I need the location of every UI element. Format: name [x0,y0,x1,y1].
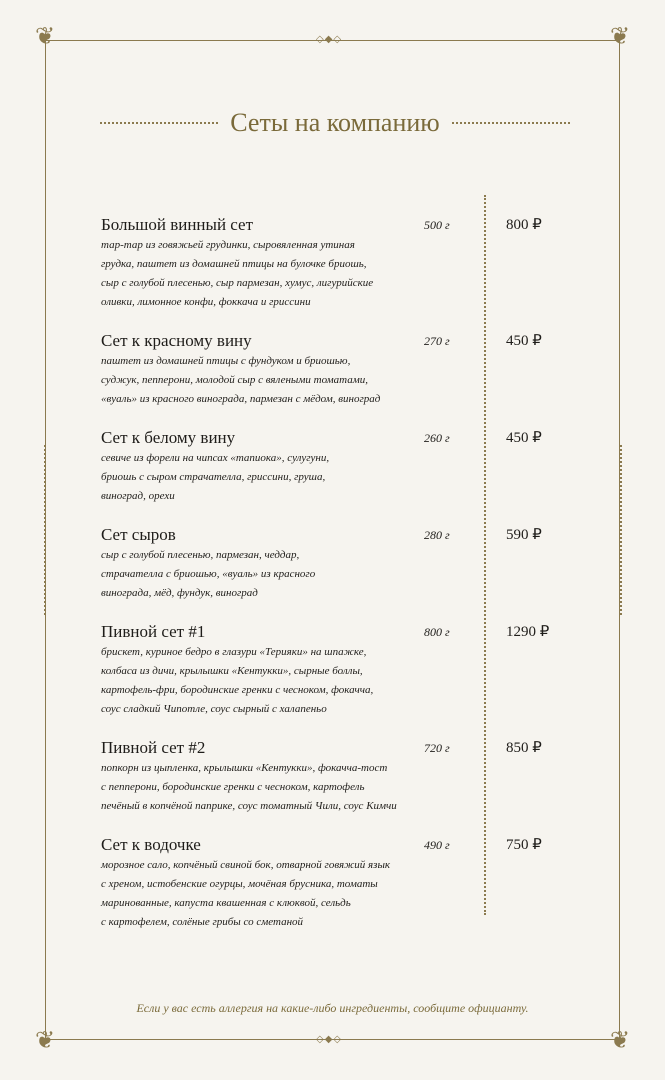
menu-item [101,834,561,932]
item-name: Большой винный сет [101,215,254,234]
item-description [101,856,471,932]
description-line: суджук, пепперони, молодой сыр с вялеными томатами, [101,374,369,386]
title-dots-right [452,122,570,124]
item-description [101,449,471,506]
item-name: Сет сыров [101,525,176,544]
item-weight: 720 г [424,741,450,755]
description-line: паштет из домашней птицы с фундуком и бриошью, [101,355,351,367]
top-ornament-icon: ◇◆◇ [316,34,343,45]
description-line: винограда, мёд, фундук, виноград [101,587,258,599]
side-ornament-left [44,445,56,615]
item-name: Сет к белому вину [101,428,236,447]
bottom-ornament-icon: ◇◆◇ [316,1034,343,1045]
item-weight: 490 г [424,838,450,852]
description-line: грудка, паштет из домашней птицы на булочке бриошь, [101,258,367,270]
description-line: с пепперони, бородинские гренки с чесноком, картофель [101,781,365,793]
description-line: колбаса из дичи, крылышки «Кентукки», сырные боллы, [101,665,363,677]
item-name: Сет к красному вину [101,331,252,350]
item-weight: 280 г [424,528,450,542]
item-price: 450 ₽ [506,333,542,349]
description-line: оливки, лимонное конфи, фоккача и гриссини [101,296,311,308]
description-line: морозное сало, копчёный свиной бок, отварной говяжий язык [101,859,391,871]
item-price: 750 ₽ [506,837,542,853]
menu-item [101,524,561,603]
allergy-note: Если у вас есть аллергия на какие-либо ингредиенты, сообщите официанту. [136,1001,529,1015]
description-line: страчателла с бриошью, «вуаль» из красного [101,568,316,580]
corner-ornament-icon: ❦ [34,24,56,50]
menu-item [101,427,561,506]
menu-item [101,214,561,312]
item-weight: 260 г [424,431,450,445]
item-description [101,759,471,816]
description-line: соус сладкий Чипотле, соус сырный с халапеньо [101,703,327,715]
description-line: попкорн из цыпленка, крылышки «Кентукки», фокачча-тост [101,762,388,774]
menu-items [101,214,561,950]
item-name: Пивной сет #1 [101,622,206,641]
description-line: с хреном, истобенские огурцы, мочёная брусника, томаты [101,878,378,890]
item-description [101,643,471,719]
description-line: картофель-фри, бородинские гренки с чесноком, фокачча, [101,684,374,696]
item-name: Сет к водочке [101,835,201,854]
item-weight: 500 г [424,218,450,232]
page-header [100,108,570,138]
description-line: «вуаль» из красного винограда, пармезан с мёдом, виноград [101,393,381,405]
description-line: сыр с голубой плесенью, сыр пармезан, хумус, лигурийские [101,277,374,289]
page-title: Сеты на компанию [230,108,440,137]
side-ornament-right [620,445,632,615]
corner-ornament-icon: ❦ [609,24,631,50]
item-weight: 800 г [424,625,450,639]
description-line: бриошь с сыром страчателла, гриссини, груша, [101,471,326,483]
item-price: 450 ₽ [506,430,542,446]
menu-item [101,737,561,816]
menu-item [101,330,561,409]
item-weight: 270 г [424,334,450,348]
item-name: Пивной сет #2 [101,738,206,757]
description-line: с картофелем, солёные грибы со сметаной [101,916,304,928]
description-line: печёный в копчёной паприке, соус томатный Чили, соус Кимчи [101,800,397,812]
item-price: 800 ₽ [506,217,542,233]
item-price: 590 ₽ [506,527,542,543]
description-line: сыр с голубой плесенью, пармезан, чеддар, [101,549,300,561]
corner-ornament-icon: ❦ [609,1028,631,1054]
item-description [101,352,471,409]
menu-item [101,621,561,719]
title-dots-left [100,122,218,124]
item-price: 1290 ₽ [506,624,550,640]
item-description [101,236,471,312]
description-line: тар-тар из говяжьей грудинки, сыровяленная утиная [101,239,355,251]
item-price: 850 ₽ [506,740,542,756]
corner-ornament-icon: ❦ [34,1028,56,1054]
description-line: маринованные, капуста квашенная с клюквой, сельдь [101,897,351,909]
description-line: севиче из форели на чипсах «тапиока», сулугуни, [101,452,330,464]
description-line: брискет, куриное бедро в глазури «Терияки» на шпажке, [101,646,367,658]
description-line: виноград, орехи [101,490,175,502]
item-description [101,546,471,603]
